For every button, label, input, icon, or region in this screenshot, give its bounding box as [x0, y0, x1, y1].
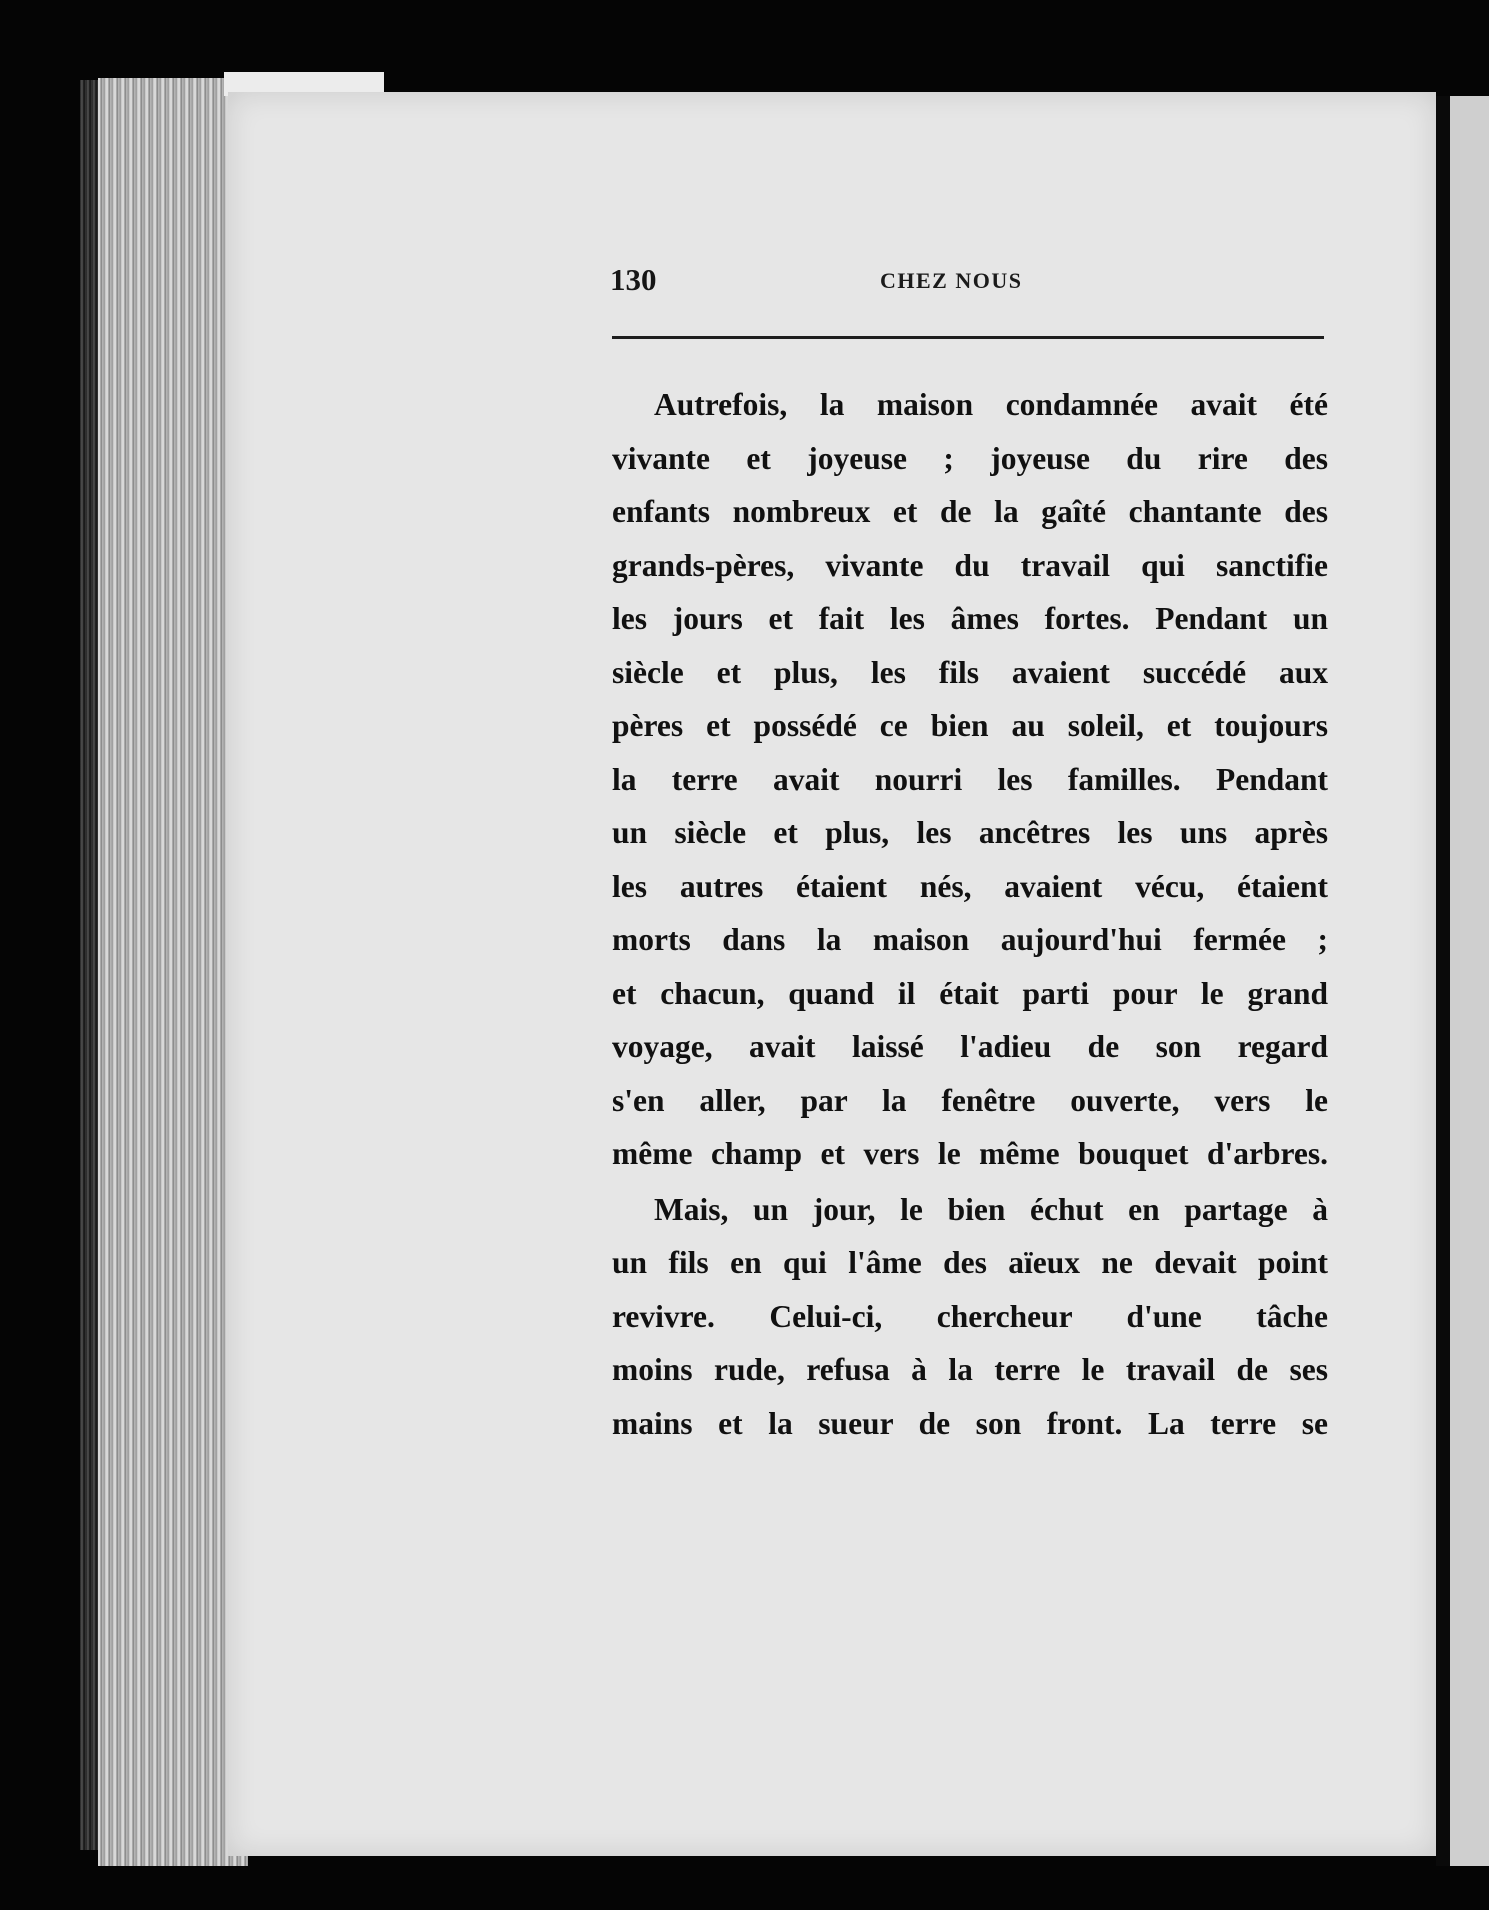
text-line: et chacun, quand il était parti pour le grand [612, 975, 1328, 1011]
paragraph-2 [612, 1183, 1328, 1451]
header-rule [612, 336, 1324, 339]
text-line: siècle et plus, les fils avaient succédé aux [612, 654, 1328, 690]
text-line: les autres étaient nés, avaient vécu, étaient [612, 868, 1328, 904]
facing-page-edge [1436, 96, 1489, 1866]
text-line: grands-pères, vivante du travail qui sanctifie [612, 547, 1328, 583]
text-line: Mais, un jour, le bien échut en partage à [654, 1191, 1328, 1227]
text-line: pères et possédé ce bien au soleil, et toujours [612, 708, 1328, 743]
text-line: enfants nombreux et de la gaîté chantante des [612, 494, 1328, 529]
text-line: Autrefois, la maison condamnée avait été [654, 387, 1328, 422]
running-title: CHEZ NOUS [880, 268, 1023, 293]
text-line: revivre. Celui-ci, chercheur d'une tâche [612, 1298, 1328, 1334]
text-line: moins rude, refusa à la terre le travail de ses [612, 1352, 1328, 1387]
text-line: vivante et joyeuse ; joyeuse du rire des [612, 440, 1328, 476]
text-line: un fils en qui l'âme des aïeux ne devait point [612, 1245, 1328, 1280]
paragraph-1 [612, 378, 1328, 1181]
text-line: morts dans la maison aujourd'hui fermée ; [612, 922, 1328, 957]
text-line: un siècle et plus, les ancêtres les uns après [612, 815, 1328, 850]
text-line: voyage, avait laissé l'adieu de son regard [612, 1029, 1328, 1064]
text-line: même champ et vers le même bouquet d'arbres. [612, 1136, 1328, 1171]
page-edges [98, 78, 248, 1866]
body-text [612, 378, 1328, 1450]
text-line: s'en aller, par la fenêtre ouverte, vers le [612, 1082, 1328, 1118]
text-line: mains et la sueur de son front. La terre se [612, 1405, 1328, 1441]
page-number: 130 [610, 262, 657, 297]
running-header [610, 262, 1322, 306]
text-line: la terre avait nourri les familles. Pendant [612, 761, 1328, 797]
text-line: les jours et fait les âmes fortes. Pendant un [612, 601, 1328, 636]
